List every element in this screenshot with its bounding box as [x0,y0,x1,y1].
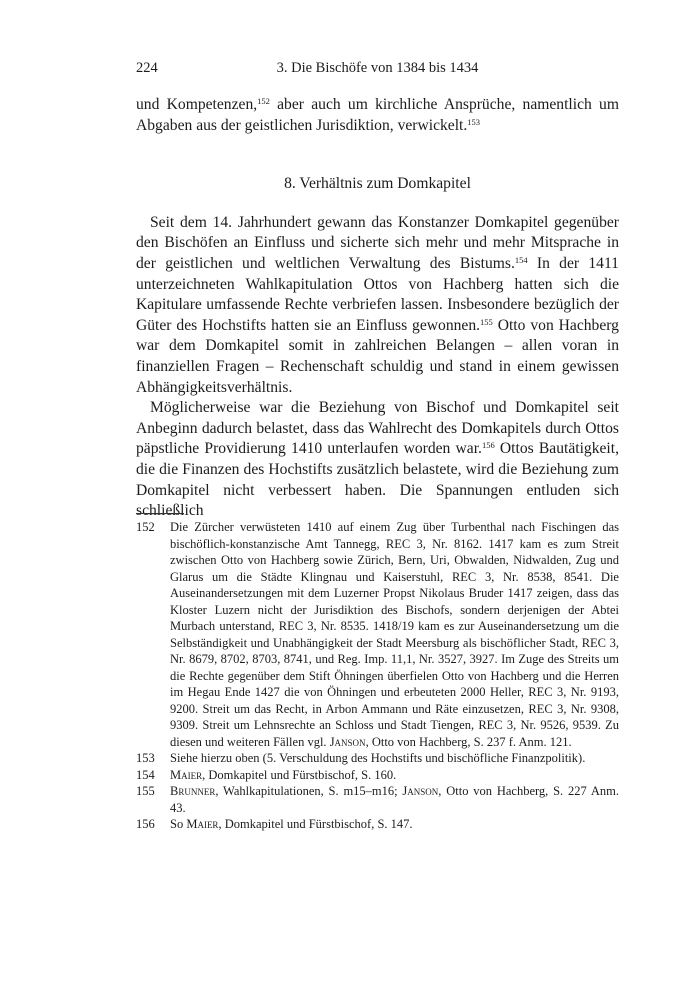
book-page [136,0,619,988]
author-name: Janson [402,784,439,798]
footnote-152: 152 Die Zürcher verwüsteten 1410 auf einem Zug über Turbenthal nach Fischingen das bischöflich-konstanzische Amt Tannegg, REC 3, Nr. 8162. 1417 kam es zum Streit zwischen Otto von Hachberg sowie Zürich, Bern, Uri, Obwalden, Nidwalden, Zug und Glarus um die Städte Klingnau und Kaiserstuhl, REC 3, Nr. 8538, 8541. Die Auseinandersetzungen mit dem Luzerner Propst Nikolaus Bruder 1417 zeigen, dass das Kloster Luzern nicht der Jurisdiktion des Bischofs, sondern derjenigen der Abtei Murbach unterstand, REC 3, Nr. 8535. 1418/19 kam es zur Auseinandersetzung um die Selbständigkeit und Unabhängigkeit der Stadt Meersburg als bischöflicher Stadt, REC 3, Nr. 8679, 8702, 8703, 8741, und Reg. Imp. 11,1, Nr. 3527, 3927. Im Zuge des Streits um die Rechte gegenüber dem Stift Öhningen überfielen Otto von Hachberg und die Herren im Hegau Ende 1427 die von Öhningen und erbeuteten 2000 Heller, REC 3, Nr. 9193, 9200. Streit um das Recht, in Arbon Ammann und Räte einzusetzen, REC 3, Nr. 9308, 9309. Streit um Lehnsrechte an Schloss und Stadt Tiengen, REC 3, Nr. 9526, 9539. Zu diesen und weiteren Fällen vgl. Janson, Otto von Hachberg, S. 237 f. Anm. 121. [136,520,619,749]
footnote-ref[interactable]: 153 [467,116,481,127]
footnotes [136,519,619,833]
section-title: 8. Verhältnis zum Domkapitel [284,175,471,193]
footnote-divider [136,513,184,514]
footnote-number: 153 [136,751,155,765]
page-header [136,60,619,80]
footnote-156: 156 So Maier, Domkapitel und Fürstbischof, S. 147. [136,817,413,831]
author-name: Maier [186,817,219,831]
author-name: Janson [329,734,366,749]
body-text [136,95,619,522]
paragraph: Seit dem 14. Jahrhundert gewann das Konstanzer Domkapitel gegenüber den Bischöfen an Einfluss und sicherte sich mehr und mehr Mitsprache in der geistlichen und weltlichen Verwaltung des Bistums.$^{154}$ In der 1411 unterzeichneten Wahlkapitulation Ottos von Hachberg hatten sich die Kapitulare umfassende Rechte verbriefen lassen. Insbesondere bezüglich der Güter des Hochstifts hatten sie an Einfluss gewonnen.$^{155}$ Otto von Hachberg war dem Domkapitel somit in zahlreichen Belangen – allen voran in finanziellen Fragen – Rechenschaft schuldig und stand in einem gewissen Abhängigkeitsverhältnis. [136,213,619,396]
footnote-number: 156 [136,817,155,831]
footnote-number: 155 [136,784,155,798]
footnote-number: 152 [136,520,155,534]
paragraph-continued: und Kompetenzen,$^{152}$ aber auch um kirchliche Ansprüche, namentlich um Abgaben aus der geistlichen Jurisdiktion, verwickelt.$^{153}$ [136,95,619,134]
footnote-ref[interactable]: 154 [514,254,528,265]
footnote-ref[interactable]: 152 [257,95,270,106]
footnote-153: 153 Siehe hierzu oben (5. Verschuldung des Hochstifts und bischöfliche Finanzpolitik). [136,751,586,765]
author-name: Brunner [170,784,216,798]
footnote-ref[interactable]: 155 [480,316,493,327]
footnote-155: 155 Brunner, Wahlkapitulationen, S. m15–m16; Janson, Otto von Hachberg, S. 227 Anm. 43. [136,784,619,815]
page-number: 224 [136,60,158,76]
running-head: 3. Die Bischöfe von 1384 bis 1434 [276,60,479,76]
footnote-154: 154 Maier, Domkapitel und Fürstbischof, S. 160. [136,767,397,782]
paragraph: Möglicherweise war die Beziehung von Bischof und Domkapitel seit Anbeginn dadurch belastet, dass das Wahlrecht des Domkapitels durch Ottos päpstliche Providierung 1410 unterlaufen worden war.$^{156}$ Ottos Bautätigkeit, die die Finanzen des Hochstifts zusätzlich belastete, wird die Beziehung zum Domkapitel nicht verbessert haben. Die Spannungen entluden sich schließlich [136,399,619,520]
footnote-ref[interactable]: 156 [481,440,495,451]
footnote-number: 154 [136,767,155,782]
author-name: Maier [170,767,203,782]
